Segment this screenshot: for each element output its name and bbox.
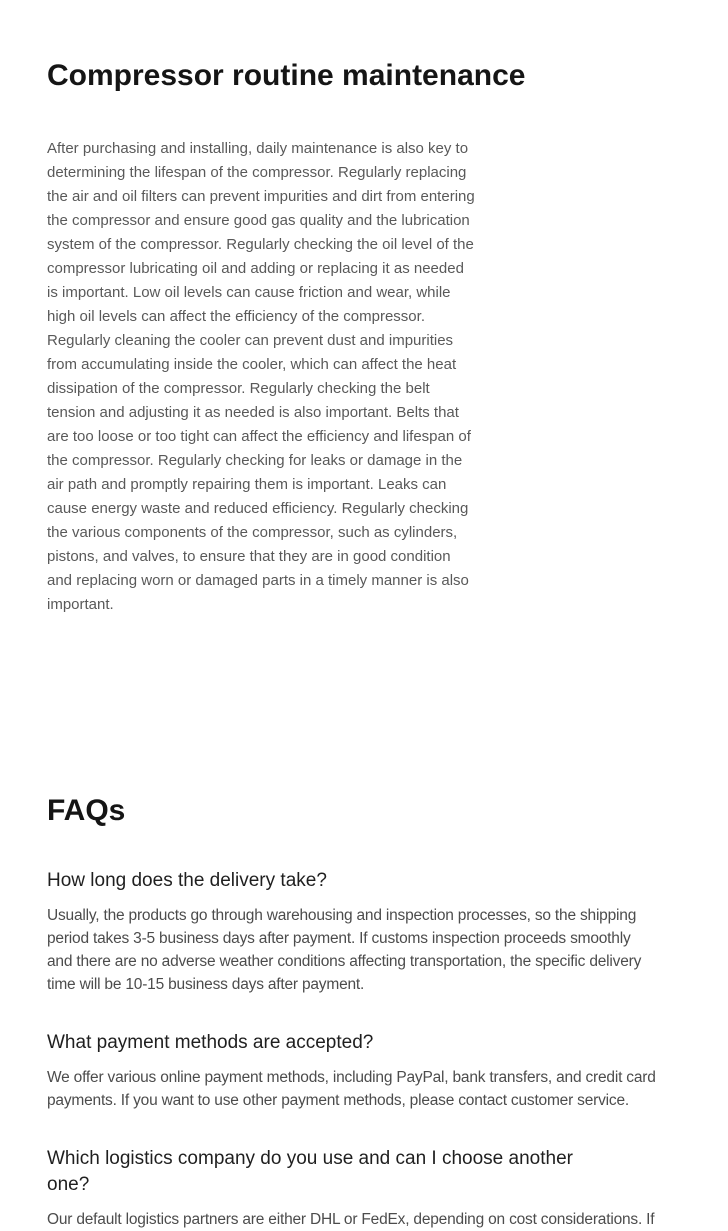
faq-answer-payment-methods: We offer various online payment methods, including PayPal, bank transfers, and credit card payments. If you want to use other payment methods, please contact customer service. [47, 1069, 656, 1109]
faq-item [47, 868, 692, 996]
faq-answer-delivery-time: Usually, the products go through warehousing and inspection processes, so the shipping period takes 3-5 business days after payment. If customs inspection proceeds smoothly and there are no adverse weather conditions affecting transportation, the specific delivery time will be 10-15 business days after payment. [47, 907, 642, 993]
article-title: Compressor routine maintenance [47, 59, 526, 92]
faq-item [47, 1030, 692, 1112]
faq-item [47, 1146, 692, 1231]
faq-question-logistics-company: Which logistics company do you use and can I choose another one? [47, 1148, 573, 1195]
faqs-section-title: FAQs [47, 794, 126, 827]
article-body-paragraph: After purchasing and installing, daily maintenance is also key to determining the lifespan of the compressor. Regularly replacing the air and oil filters can prevent impurities and dirt from entering the compressor and ensure good gas quality and the lubrication system of the compressor. Regularly checking the oil level of the compressor lubricating oil and adding or replacing it as needed is important. Low oil levels can cause friction and wear, while high oil levels can affect the efficiency of the compressor. Regularly cleaning the cooler can prevent dust and impurities from accumulating inside the cooler, which can affect the heat dissipation of the compressor. Regularly checking the belt tension and adjusting it as needed is also important. Belts that are too loose or too tight can affect the efficiency and lifespan of the compressor. Regularly checking for leaks or damage in the air path and promptly repairing them is important. Leaks can cause energy waste and reduced efficiency. Regularly checking the various components of the compressor, such as cylinders, pistons, and valves, to ensure that they are in good condition and replacing worn or damaged parts in a timely manner is also important. [47, 140, 475, 613]
faq-question-payment-methods: What payment methods are accepted? [47, 1032, 374, 1053]
faq-question-delivery-time: How long does the delivery take? [47, 870, 327, 891]
faq-answer-logistics-company: Our default logistics partners are either DHL or FedEx, depending on cost considerations. If [47, 1211, 655, 1228]
